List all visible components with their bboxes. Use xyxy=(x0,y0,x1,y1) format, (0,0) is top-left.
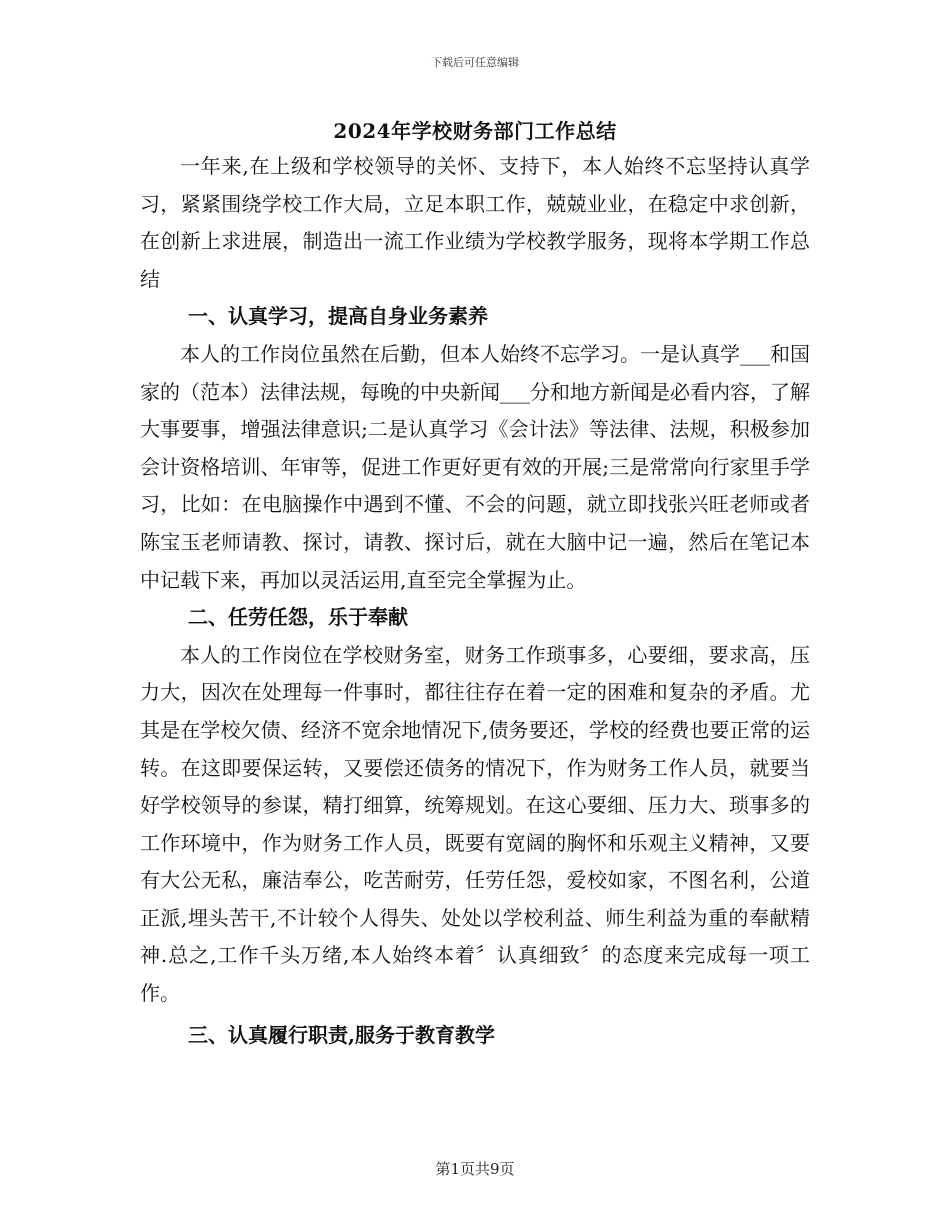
header-note: 下载后可任意编辑 xyxy=(431,56,519,69)
intro-paragraph: 一年来,在上级和学校领导的关怀、支持下，本人始终不忘坚持认真学习，紧紧围绕学校工作大局，立足本职工作，兢兢业业，在稳定中求创新，在创新上求进展，制造出一流工作业绩为学校教学服务，现将本学期工作总结 xyxy=(140,154,810,291)
document-title: 2024年学校财务部门工作总结 xyxy=(333,119,617,143)
section-heading-3: 三、认真履行职责,服务于教育教学 xyxy=(188,1022,495,1047)
section-body-1: 本人的工作岗位虽然在后勤，但本人始终不忘学习。一是认真学___和国家的（范本）法律法规，每晚的中央新闻___分和地方新闻是必看内容，了解大事要事，增强法律意识;二是认真学习《会计法》等法律、法规，积极参加会计资格培训、年审等，促进工作更好更有效的开展;三是常常向行家里手学习，比如：在电脑操作中遇到不懂、不会的问题，就立即找张兴旺老师或者陈宝玉老师请教、探讨，请教、探讨后，就在大脑中记一遍，然后在笔记本中记载下来，再加以灵活运用,直至完全掌握为止。 xyxy=(140,341,810,592)
document-body xyxy=(140,148,810,1054)
section-heading-2: 二、任劳任怨，乐于奉献 xyxy=(188,605,408,630)
section-body-2: 本人的工作岗位在学校财务室，财务工作琐事多，心要细，要求高，压力大，因次在处理每一件事时，都往往存在着一定的困难和复杂的矛盾。尤其是在学校欠债、经济不宽余地情况下,债务要还，学校的经费也要正常的运转。在这即要保运转，又要偿还债务的情况下，作为财务工作人员，就要当好学校领导的参谋，精打细算，统筹规划。在这心要细、压力大、琐事多的工作环境中，作为财务工作人员，既要有宽阔的胸怀和乐观主义精神，又要有大公无私，廉洁奉公，吃苦耐劳，任劳任怨，爱校如家，不图名利，公道正派,埋头苦干,不计较个人得失、处处以学校利益、师生利益为重的奉献精神.总之,工作千头万绪,本人始终本着〞认真细致〞的态度来完成每一项工作。 xyxy=(140,642,810,1006)
section-heading-1: 一、认真学习，提高自身业务素养 xyxy=(188,304,488,329)
page-number: 第1页共9页 xyxy=(435,1160,515,1178)
